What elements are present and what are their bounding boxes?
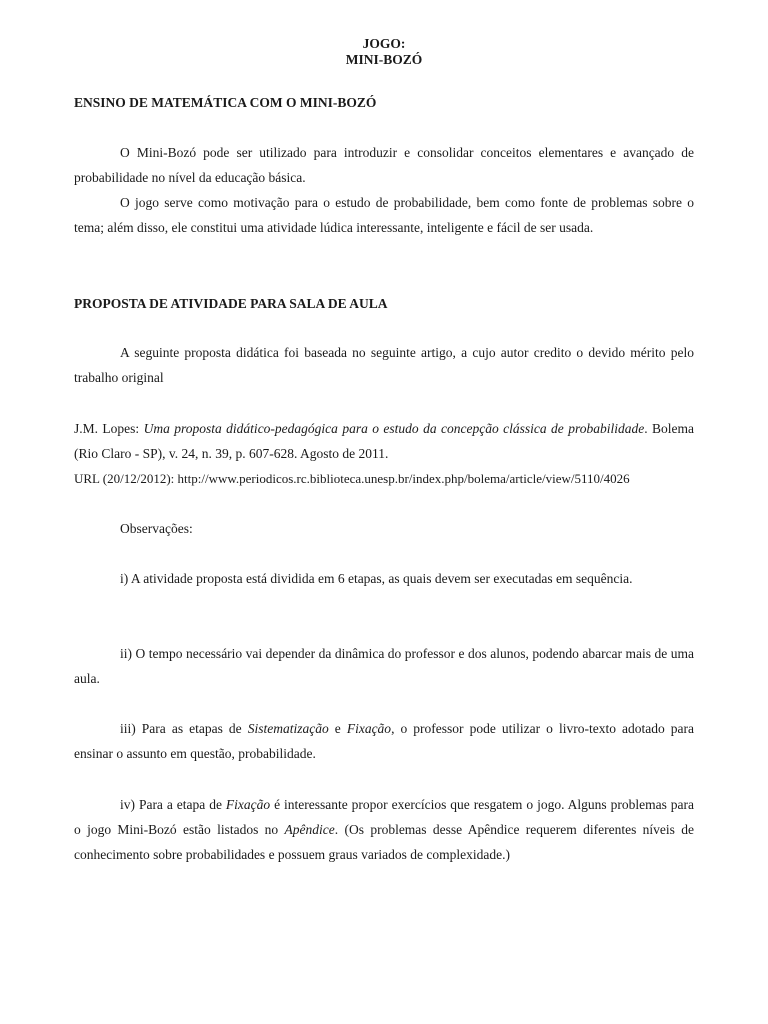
observation-3-text-c: e: [328, 721, 347, 736]
observation-4: [74, 792, 694, 867]
paragraph-intro: O Mini-Bozó pode ser utilizado para introduzir e consolidar conceitos elementares e avançado de probabilidade no nível da educação básica.: [74, 145, 694, 185]
observation-3-text-a: iii) Para as etapas de: [120, 721, 248, 736]
reference-url: URL (20/12/2012): http://www.periodicos.rc.biblioteca.unesp.br/index.php/bolema/article/view/5110/4026: [74, 471, 630, 486]
reference-title: Uma proposta didático-pedagógica para o estudo da concepção clássica de probabilidade: [143, 421, 645, 436]
observation-4-text-a: iv) Para a etapa de: [120, 797, 226, 812]
observation-4-text-e: . (Os problemas desse Apêndice requerem diferentes níveis de conhecimento sobre probabilidades e possuem graus variados de complexidade.): [74, 822, 694, 862]
paragraph-motivation: O jogo serve como motivação para o estudo de probabilidade, bem como fonte de problemas sobre o tema; além disso, ele constitui uma atividade lúdica interessante, inteligente e fácil de ser usada.: [74, 195, 694, 235]
reference-details: . Bolema (Rio Claro - SP), v. 24, n. 39, p. 607-628. Agosto de 2011.: [74, 421, 695, 461]
section-heading-proposta: PROPOSTA DE ATIVIDADE PARA SALA DE AULA: [74, 296, 388, 311]
observations-label: Observações:: [120, 521, 193, 536]
observation-3-text-e: , o professor pode utilizar o livro-texto adotado para ensinar o assunto em questão, probabilidade.: [74, 721, 695, 761]
reference-author: J.M. Lopes:: [74, 421, 144, 436]
observation-3: [74, 716, 694, 766]
observation-2: ii) O tempo necessário vai depender da dinâmica do professor e dos alunos, podendo abarcar mais de uma aula.: [74, 646, 694, 686]
document-title-line1: JOGO:: [362, 36, 406, 51]
paragraph-proposal: A seguinte proposta didática foi baseada no seguinte artigo, a cujo autor credito o devido mérito pelo trabalho original: [74, 345, 694, 385]
reference-citation: [74, 416, 694, 466]
observation-3-sistematizacao: Sistematização: [247, 721, 329, 736]
observation-4-text-c: é interessante propor exercícios que resgatem o jogo. Alguns problemas para o jogo Mini-Bozó estão listados no: [74, 797, 694, 837]
observation-1: i) A atividade proposta está dividida em 6 etapas, as quais devem ser executadas em sequência.: [120, 571, 633, 586]
observation-4-fixacao: Fixação: [225, 797, 271, 812]
observation-3-fixacao: Fixação: [346, 721, 392, 736]
document-title-line2: MINI-BOZÓ: [345, 52, 423, 67]
observation-4-apendice: Apêndice: [284, 822, 335, 837]
section-heading-ensino: ENSINO DE MATEMÁTICA COM O MINI-BOZÓ: [74, 95, 377, 110]
